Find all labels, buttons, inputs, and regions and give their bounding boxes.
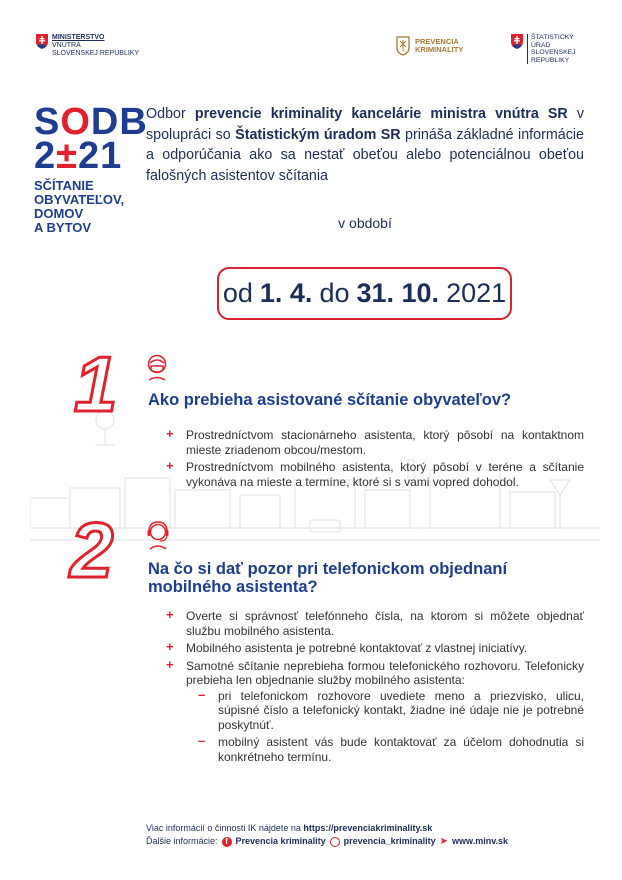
- masked-person-icon: [146, 353, 168, 381]
- date-end: 31. 10.: [356, 278, 440, 308]
- sodb-sub3: DOMOV: [34, 206, 84, 221]
- facebook-icon: f: [222, 837, 232, 847]
- footer-link[interactable]: https://prevenciakriminality.sk: [303, 823, 433, 833]
- sodb-o: O: [60, 101, 91, 143]
- sodb-logo: [34, 101, 148, 235]
- prevencia-emblem-icon: [396, 36, 410, 56]
- statistics-office-logo: [511, 34, 576, 64]
- intro-b2: Štatistickým úradom SR: [235, 126, 401, 143]
- list-item-text: Samotné sčítanie neprebieha formou telefonického rozhovoru. Telefonicky prebieha len objednanie služby mobilného asistenta:: [186, 658, 584, 687]
- slovak-crest-icon: [36, 34, 48, 49]
- intro-p1: Odbor: [146, 106, 195, 122]
- intro-p3: prináša základné informácie a odporúčania ako sa nestať obeťou alebo potenciálnou obeťou falošných asistentov sčítania: [146, 126, 584, 184]
- ministry-logo: [36, 34, 139, 58]
- period-label: v období: [338, 215, 392, 231]
- statistics-line3: SLOVENSKEJ: [531, 49, 576, 57]
- ministry-line1: MINISTERSTVO: [52, 34, 105, 41]
- statistics-line4: REPUBLIKY: [531, 56, 570, 64]
- section1-question: Ako prebieha asistované sčítanie obyvateľov?: [148, 391, 512, 409]
- prevencia-logo: [396, 36, 463, 56]
- sodb-sub4: A BYTOV: [34, 220, 92, 235]
- footer-line1-text: Viac informácií o činnosti IK nájdete na: [146, 823, 304, 833]
- section1-list: [158, 428, 584, 492]
- footer: [146, 822, 508, 848]
- intro-b1: prevencie kriminality kancelárie ministra vnútra SR: [194, 106, 568, 122]
- intro-p2: v spolupráci so: [146, 106, 584, 143]
- footer-instagram-link[interactable]: prevencia_kriminality: [343, 836, 436, 846]
- sodb-plus-minus: ±: [56, 135, 78, 177]
- slovak-crest-icon: [511, 34, 523, 49]
- statistics-line2: ÚRAD: [531, 41, 551, 49]
- date-do: do: [319, 278, 350, 308]
- list-item: + Mobilného asistenta je potrebné kontaktovať z vlastnej iniciatívy.: [158, 641, 584, 656]
- section2-list: [158, 609, 584, 767]
- sodb-sub2: OBYVATEĽOV,: [34, 192, 125, 207]
- sodb-db: DB: [90, 101, 148, 143]
- ministry-line2: VNÚTRA: [52, 42, 81, 49]
- date-range-box: [217, 267, 512, 320]
- list-item: [158, 659, 584, 765]
- footer-line2-label: Ďalšie informácie:: [146, 836, 218, 846]
- prevencia-line1: PREVENCIA: [415, 37, 459, 46]
- statistics-line1: ŠTATISTICKÝ: [531, 34, 574, 41]
- date-od: od: [222, 278, 253, 308]
- sodb-s: S: [34, 101, 61, 143]
- list-item: + Overte si správnosť telefónneho čísla, na ktorom si môžete objednať službu mobilného asistenta.: [158, 609, 584, 638]
- footer-web-link[interactable]: www.minv.sk: [452, 836, 509, 846]
- cursor-icon: ➤: [439, 836, 449, 847]
- footer-facebook-link[interactable]: Prevencia kriminality: [235, 836, 326, 846]
- sublist-item: – pri telefonickom rozhovore uvediete meno a priezvisko, ulicu, súpisné číslo a telefonický kontakt, žiadne iné údaje nie je potrebné poskytnúť.: [186, 689, 584, 733]
- section2-question: Na čo si dať pozor pri telefonickom objednaní mobilného asistenta?: [148, 560, 508, 596]
- intro-paragraph: [146, 104, 584, 186]
- date-year: 2021: [446, 278, 507, 308]
- sublist-item: – mobilný asistent vás bude kontaktovať za účelom dohodnutia si konkrétneho termínu.: [186, 735, 584, 764]
- sodb-sub1: SČÍTANIE: [34, 178, 94, 193]
- date-start: 1. 4.: [259, 278, 313, 308]
- sodb-year-b: 21: [78, 135, 123, 177]
- headset-person-icon: [146, 520, 170, 550]
- instagram-icon: [330, 837, 340, 847]
- section2-sublist: [186, 689, 584, 765]
- list-item: + Prostredníctvom stacionárneho asistenta, ktorý pôsobí na kontaktnom mieste zriadenom obcou/mestom.: [158, 428, 584, 457]
- list-item: + Prostredníctvom mobilného asistenta, ktorý pôsobí v teréne a sčítanie vykonáva na mieste a termíne, ktoré si s vami vopred dohodol.: [158, 460, 584, 489]
- ministry-line3: SLOVENSKEJ REPUBLIKY: [52, 50, 140, 57]
- sodb-year-a: 2: [34, 135, 57, 177]
- prevencia-line2: KRIMINALITY: [415, 45, 464, 54]
- section2-number: 2: [70, 506, 114, 594]
- section1-number: 1: [74, 340, 118, 428]
